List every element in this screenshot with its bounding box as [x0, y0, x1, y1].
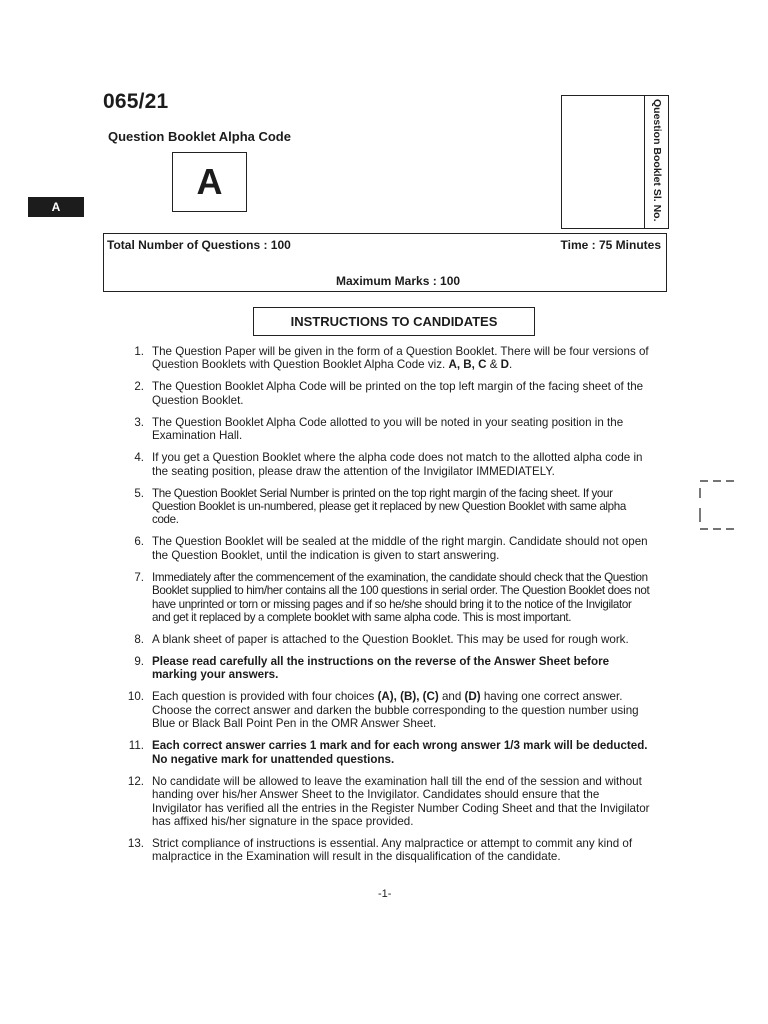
side-alpha-tag: A	[28, 197, 84, 217]
serial-divider	[644, 96, 645, 228]
instruction-item: 10. Each question is provided with four choices (A), (B), (C) and (D) having one correct answer. Choose the correct answer and darken the bubble corresponding to the question number using Blue or Black Ball Point Pen in the OMR Answer Sheet.	[127, 690, 639, 731]
maximum-marks: Maximum Marks : 100	[336, 274, 461, 288]
instruction-item: 9. Please read carefully all the instructions on the reverse of the Answer Sheet before marking your answers.	[134, 655, 610, 682]
page-number: -1-	[378, 888, 392, 900]
seal-mark-icon	[696, 476, 740, 534]
total-questions: Total Number of Questions : 100	[107, 238, 291, 252]
instruction-item: 5. The Question Booklet Serial Number is printed on the top right margin of the facing sheet. If your Question Booklet is un-numbered, please get it replaced by new Question Booklet with same alpha code.	[134, 486, 626, 527]
instruction-item: 3. The Question Booklet Alpha Code allotted to you will be noted in your seating position in the Examination Hall.	[134, 415, 624, 443]
question-paper-code: 065/21	[103, 90, 169, 113]
serial-number-box	[561, 95, 669, 229]
instruction-item: 2. The Question Booklet Alpha Code will be printed on the top left margin of the facing sheet of the Question Booklet.	[134, 380, 644, 407]
exam-time: Time : 75 Minutes	[560, 238, 661, 252]
alpha-code-label: Question Booklet Alpha Code	[108, 129, 291, 144]
exam-info-box	[103, 233, 667, 292]
instruction-item: 1. The Question Paper will be given in the form of a Question Booklet. There will be four versions of Question Booklets with Question Booklet Alpha Code viz. A, B, C & D.	[134, 345, 649, 372]
instruction-item: 6. The Question Booklet will be sealed at the middle of the right margin. Candidate should not open the Question Booklet, until the indication is given to start answering.	[134, 535, 648, 562]
alpha-code-box: A	[172, 152, 247, 212]
instructions-list	[118, 345, 650, 872]
serial-number-label: Question Booklet Sl. No.	[651, 99, 663, 222]
instruction-item: 11. Each correct answer carries 1 mark and for each wrong answer 1/3 mark will be deducted. No negative mark for unattended questions.	[128, 739, 648, 766]
instruction-item: 8. A blank sheet of paper is attached to the Question Booklet. This may be used for rough work.	[134, 633, 629, 647]
instruction-item: 7. Immediately after the commencement of the examination, the candidate should check that the Question Booklet supplied to him/her contains all the 100 questions in serial order. The Question Booklet does not have unprinted or torn or missing pages and if so he/she should bring it to the notice of the Invigilator and get it replaced by a complete booklet with same alpha code. This is most important.	[134, 570, 650, 625]
instruction-item: 13. Strict compliance of instructions is essential. Any malpractice or attempt to commit any kind of malpractice in the Examination will result in the disqualification of the candidate.	[127, 836, 633, 864]
instruction-item: 4. If you get a Question Booklet where the alpha code does not match to the allotted alpha code in the seating position, please draw the attention of the Invigilator IMMEDIATELY.	[134, 451, 643, 478]
instruction-item: 12. No candidate will be allowed to leave the examination hall till the end of the session and without handing over his/her Answer Sheet to the Invigilator. Candidates should ensure that the Invigilator has verified all the entries in the Register Number Coding Sheet and that the Invigilator has affixed his/her signature in the space provided.	[127, 774, 650, 828]
instructions-title: INSTRUCTIONS TO CANDIDATES	[253, 307, 535, 336]
